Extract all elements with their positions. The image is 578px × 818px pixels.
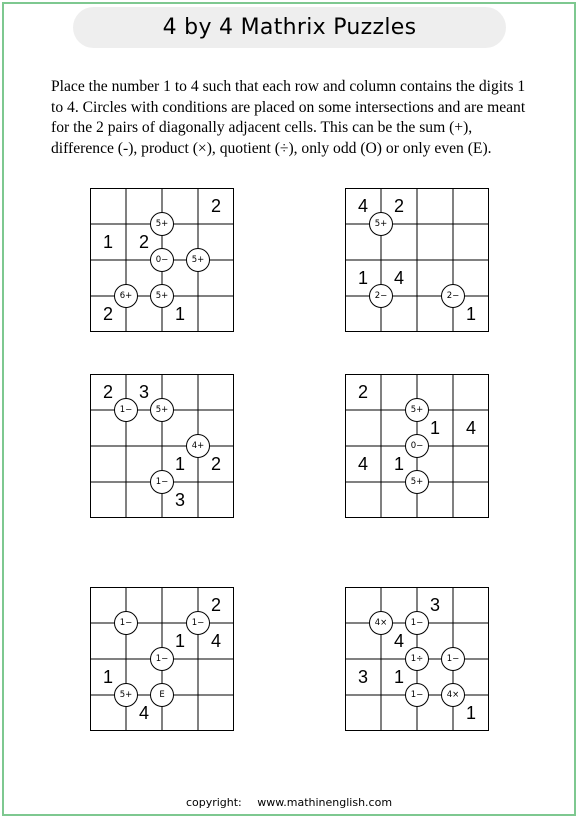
given-number: 1 <box>174 454 186 474</box>
copyright-label: copyright: <box>185 796 242 809</box>
given-number: 1 <box>174 304 186 324</box>
clue-circle: 1− <box>441 647 465 671</box>
given-number: 1 <box>102 232 114 252</box>
given-number: 1 <box>429 418 441 438</box>
clue-circle: 1− <box>405 611 429 635</box>
given-number: 2 <box>210 595 222 615</box>
clue-circle: 5+ <box>405 470 429 494</box>
given-number: 4 <box>393 631 405 651</box>
given-number: 4 <box>357 454 369 474</box>
clue-circle: 1÷ <box>405 647 429 671</box>
clue-circle: 5+ <box>369 212 393 236</box>
given-number: 2 <box>357 382 369 402</box>
given-number: 2 <box>393 196 405 216</box>
given-number: 1 <box>465 703 477 723</box>
clue-circle: 1− <box>405 683 429 707</box>
given-number: 1 <box>465 304 477 324</box>
given-number: 3 <box>174 490 186 510</box>
clue-circle: 1− <box>114 398 138 422</box>
given-number: 4 <box>138 703 150 723</box>
clue-circle: 5+ <box>405 398 429 422</box>
given-number: 1 <box>357 268 369 288</box>
given-number: 1 <box>393 454 405 474</box>
puzzle-6 <box>345 587 489 731</box>
puzzle-3 <box>90 374 234 518</box>
given-number: 3 <box>429 595 441 615</box>
clue-circle: 4× <box>369 611 393 635</box>
clue-circle: 2− <box>441 284 465 308</box>
clue-circle: 6+ <box>114 284 138 308</box>
given-number: 3 <box>357 667 369 687</box>
instructions-text: Place the number 1 to 4 such that each row and column contains the digits 1 to 4. Circles with conditions are placed on some intersections and are meant for the 2 pairs of diagonally adjacent cells. This can be the sum (+), difference (-), product (×), quotient (÷), only odd (O) or only even (E). <box>51 78 526 157</box>
given-number: 2 <box>102 304 114 324</box>
clue-circle: 4× <box>441 683 465 707</box>
clue-circle: 1− <box>186 611 210 635</box>
given-number: 2 <box>138 232 150 252</box>
given-number: 2 <box>210 454 222 474</box>
clue-circle: 5+ <box>150 212 174 236</box>
clue-circle: 1− <box>114 611 138 635</box>
clue-circle: 1− <box>150 647 174 671</box>
puzzle-5 <box>90 587 234 731</box>
puzzle-1 <box>90 188 234 332</box>
clue-circle: 0− <box>405 434 429 458</box>
clue-circle: 5+ <box>114 683 138 707</box>
clue-circle: 5+ <box>186 248 210 272</box>
clue-circle: 1− <box>150 470 174 494</box>
given-number: 1 <box>174 631 186 651</box>
given-number: 1 <box>393 667 405 687</box>
clue-circle: 4+ <box>186 434 210 458</box>
given-number: 3 <box>138 382 150 402</box>
page-title: 4 by 4 Mathrix Puzzles <box>73 7 506 48</box>
site-link[interactable]: www.mathinenglish.com <box>257 796 393 809</box>
given-number: 1 <box>102 667 114 687</box>
clue-circle: 0− <box>150 248 174 272</box>
clue-circle: 5+ <box>150 284 174 308</box>
footer <box>0 796 578 809</box>
given-number: 2 <box>102 382 114 402</box>
clue-circle: E <box>150 683 174 707</box>
clue-circle: 2− <box>369 284 393 308</box>
given-number: 4 <box>393 268 405 288</box>
given-number: 4 <box>210 631 222 651</box>
given-number: 2 <box>210 196 222 216</box>
puzzle-4 <box>345 374 489 518</box>
given-number: 4 <box>465 418 477 438</box>
given-number: 4 <box>357 196 369 216</box>
puzzle-2 <box>345 188 489 332</box>
clue-circle: 5+ <box>150 398 174 422</box>
